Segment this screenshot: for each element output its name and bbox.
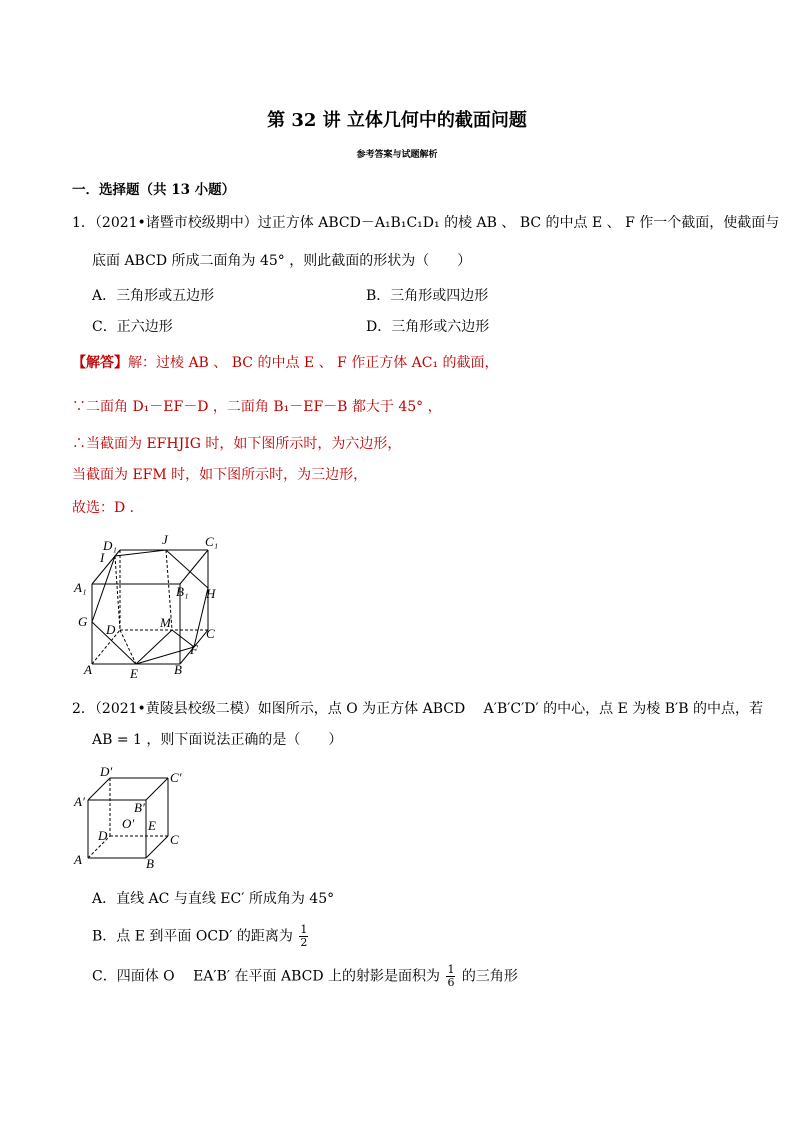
label-B1: B₁ — [176, 584, 189, 599]
fraction-numerator: 1 — [300, 923, 308, 936]
q1-answer-line3: ∴当截面为 EFHJIG 时，如下图所示时，为六边形， — [72, 436, 402, 452]
q2-stem-line2: AB = 1 ，则下面说法正确的是（ ） — [92, 732, 343, 748]
label-F: F — [190, 642, 198, 657]
page-title: 第 32 讲 立体几何中的截面问题 — [267, 110, 527, 131]
label-C: C — [206, 626, 215, 641]
label-C: C — [170, 832, 179, 847]
label-G: G — [78, 614, 88, 629]
q2-option-c-text: C．四面体 O EA′B′ 在平面 ABCD 上的射影是面积为 — [92, 968, 441, 985]
label-E: E — [130, 666, 138, 680]
fraction-one-half — [299, 924, 308, 949]
q1-option-b: B．三角形或四边形 — [366, 288, 489, 304]
page-subtitle: 参考答案与试题解析 — [356, 150, 438, 160]
label-D1: D₁ — [103, 538, 117, 553]
label-O-prime: O′ — [122, 816, 135, 831]
label-A1: A₁ — [74, 580, 87, 595]
q2-option-c — [92, 964, 518, 989]
q1-answer-line1 — [72, 352, 499, 372]
label-D: D — [98, 828, 108, 843]
label-E: E — [148, 818, 156, 833]
q2-stem-line1: 2．（2021•黄陵县校级二模）如图所示，点 O 为正方体 ABCD A′B′C′D′ 的中心，点 E 为棱 B′B 的中点，若 — [72, 701, 763, 717]
label-A: A — [84, 662, 92, 677]
fraction-numerator: 1 — [447, 963, 455, 976]
q1-answer-line5: 故选：D ． — [72, 500, 144, 516]
label-B: B — [146, 856, 154, 870]
label-B-prime: B′ — [134, 800, 145, 815]
section-heading: 一．选择题（共 13 小题） — [72, 182, 236, 198]
fraction-one-sixth — [446, 964, 455, 989]
answer-tag: 【解答】 — [72, 355, 128, 371]
q2-option-a: A．直线 AC 与直线 EC′ 所成角为 45° — [92, 891, 335, 907]
label-D: D — [106, 622, 116, 637]
label-J: J — [162, 532, 168, 547]
q1-answer-line2: ∵二面角 D₁－EF－D ，二面角 B₁－EF－B 都大于 45° ， — [72, 399, 442, 415]
q2-cube-figure — [70, 762, 190, 870]
fraction-denominator: 2 — [300, 936, 308, 949]
q1-option-a: A．三角形或五边形 — [92, 288, 215, 304]
q1-answer-line4: 当截面为 EFM 时，如下图所示时，为三边形， — [72, 467, 368, 483]
answer-text: 解：过棱 AB 、 BC 的中点 E 、 F 作正方体 AC₁ 的截面， — [128, 355, 499, 371]
label-D-prime: D′ — [100, 764, 113, 779]
label-M: M — [160, 615, 171, 630]
q1-option-c: C．正六边形 — [92, 319, 173, 335]
label-C1: C₁ — [205, 534, 219, 549]
label-I: I — [100, 550, 105, 565]
label-C-prime: C′ — [170, 770, 182, 785]
q1-cube-figure — [70, 528, 230, 680]
q2-option-b-text: B．点 E 到平面 OCD′ 的距离为 — [92, 928, 293, 945]
q1-stem-line1: 1．（2021•诸暨市校级期中）过正方体 ABCD－A₁B₁C₁D₁ 的棱 AB 、 BC 的中点 E 、 F 作一个截面，使截面与 — [72, 215, 780, 231]
q2-option-b — [92, 924, 310, 949]
label-A: A — [74, 852, 82, 867]
label-B: B — [174, 662, 182, 677]
label-H: H — [206, 586, 216, 601]
label-A-prime: A′ — [74, 794, 85, 809]
q2-option-c-suffix: 的三角形 — [461, 968, 518, 985]
q1-option-d: D．三角形或六边形 — [366, 319, 490, 335]
fraction-denominator: 6 — [447, 976, 455, 989]
q1-stem-line2: 底面 ABCD 所成二面角为 45° ，则此截面的形状为（ ） — [92, 253, 472, 269]
